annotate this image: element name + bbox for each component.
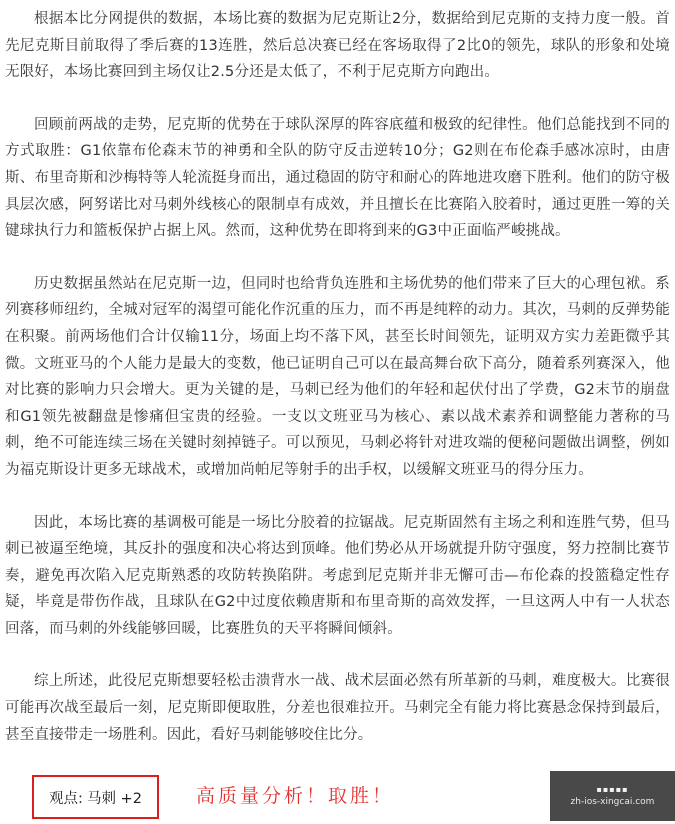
paragraph-game-tone: 因此，本场比赛的基调极可能是一场比分胶着的拉锯战。尼克斯固然有主场之利和连胜气势，但马刺已被逼至绝境，其反扑的强度和决心将达到顶峰。他们势必从开场就提升防守强度，努力控制比赛节奏，避免再次陷入尼克斯熟悉的攻防转换陷阱。考虑到尼克斯并非无懈可击—布伦森的投篮稳定性存疑，毕竟是带伤作战，且球队在G2中过度依赖唐斯和布里奇斯的高效发挥，一旦这两人中有一人状态回落，而马刺的外线能够回暖，比赛胜负的天平将瞬间倾斜。: [5, 514, 670, 637]
paragraph-pressure-analysis: 历史数据虽然站在尼克斯一边，但同时也给背负连胜和主场优势的他们带来了巨大的心理包袱。系列赛移师纽约，全城对冠军的渴望可能化作沉重的压力，而不再是纯粹的动力。其次，马刺的反弹势能在积聚。前两场他们合计仅输11分，场面上均不落下风，甚至长时间领先，证明双方实力差距微乎其微。文班亚马的个人能力是最大的变数，他已证明自己可以在最高舞台砍下高分，随着系列赛深入，他对比赛的影响力只会增大。更为关键的是，马刺已经为他们的年轻和起伏付出了学费，G2末节的崩盘和G1领先被翻盘是惨痛但宝贵的经验。一支以文班亚马为核心、素以战术素养和调整能力著称的马刺，绝不可能连续三场在关键时刻掉链子。可以预见，马刺必将针对进攻端的便秘问题做出调整，例如为福克斯设计更多无球战术，或增加尚帕尼等射手的出手权，以缓解文班亚马的得分压力。: [5, 275, 670, 478]
article-body: [5, 6, 670, 774]
watermark-logo-icon: ▪▪▪▪▪: [596, 785, 629, 794]
verdict-label: 观点:: [49, 790, 83, 807]
verdict-box: [32, 775, 159, 819]
paragraph-conclusion: 综上所述，此役尼克斯想要轻松击溃背水一战、战术层面必然有所革新的马刺，难度极大。比赛很可能再次战至最后一刻，尼克斯即便取胜，分差也很难拉开。马刺完全有能力将比赛悬念保持到最后，甚至直接带走一场胜利。因此，看好马刺能够咬住比分。: [5, 673, 670, 743]
verdict-value: 马刺 +2: [86, 790, 142, 807]
watermark-url: zh-ios-xingcai.com: [570, 797, 655, 807]
paragraph-odds-analysis: 根据本比分网提供的数据，本场比赛的数据为尼克斯让2分，数据给到尼克斯的支持力度一般。首先尼克斯目前取得了季后赛的13连胜，然后总决赛已经在客场取得了2比0的领先，球队的形象和处境无限好，本场比赛回到主场仅让2.5分还是太低了，不利于尼克斯方向跑出。: [5, 11, 670, 81]
watermark: [550, 771, 675, 821]
verdict-row: [32, 775, 672, 821]
paragraph-review-previous-games: 回顾前两战的走势，尼克斯的优势在于球队深厚的阵容底蕴和极致的纪律性。他们总能找到不同的方式取胜：G1依靠布伦森末节的神勇和全队的防守反击逆转10分；G2则在布伦森手感冰凉时，由唐斯、布里奇斯和沙梅特等人轮流挺身而出，通过稳固的防守和耐心的阵地进攻磨下胜利。他们的防守极具层次感，阿努诺比对马刺外线核心的限制卓有成效，并且擅长在比赛陷入胶着时，通过更胜一筹的关键球执行力和篮板保护占据上风。然而，这种优势在即将到来的G3中正面临严峻挑战。: [5, 116, 670, 240]
slogan-text: 高质量分析！取胜！: [196, 785, 395, 807]
